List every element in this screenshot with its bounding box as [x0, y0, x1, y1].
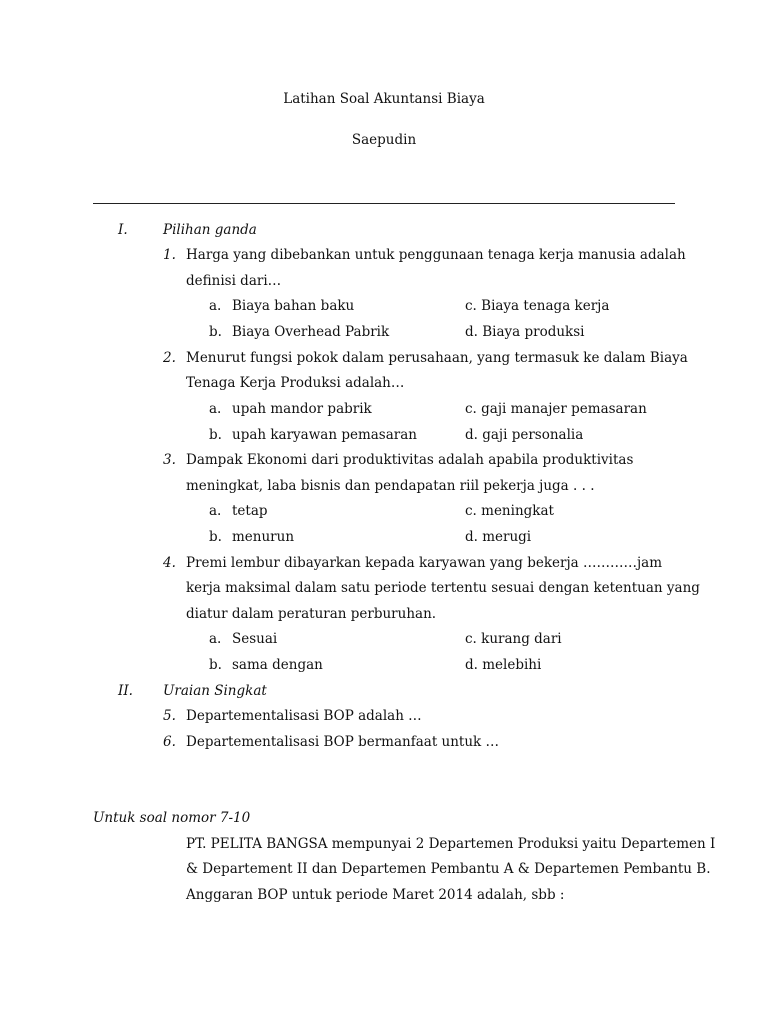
case-line-3: Anggaran BOP untuk periode Maret 2014 adalah, sbb :	[186, 887, 565, 903]
question-2-option-a: upah mandor pabrik	[232, 401, 372, 417]
question-1-number: 1.	[163, 247, 176, 263]
question-1-option-b-letter: b.	[209, 324, 222, 340]
question-4-option-c: c. kurang dari	[465, 631, 562, 647]
question-3-number: 3.	[163, 452, 176, 468]
question-2-option-b: upah karyawan pemasaran	[232, 427, 417, 443]
question-1-option-d: d. Biaya produksi	[465, 324, 585, 340]
question-5-text: Departementalisasi BOP adalah …	[186, 708, 422, 724]
horizontal-rule	[93, 203, 675, 204]
section-1-title: Pilihan ganda	[163, 222, 257, 238]
question-2-option-b-letter: b.	[209, 427, 222, 443]
question-3-option-b: menurun	[232, 529, 295, 545]
question-4-option-a-letter: a.	[209, 631, 222, 647]
question-3-option-d: d. merugi	[465, 529, 532, 545]
question-2-line-2: Tenaga Kerja Produksi adalah…	[186, 375, 405, 391]
question-1-line-2: definisi dari…	[186, 273, 282, 289]
section-1-number: I.	[118, 222, 128, 238]
question-4-line-1: Premi lembur dibayarkan kepada karyawan yang bekerja …………jam	[186, 555, 663, 571]
section-2-title: Uraian Singkat	[163, 683, 267, 699]
question-6-text: Departementalisasi BOP bermanfaat untuk …	[186, 734, 500, 750]
question-3-option-a: tetap	[232, 503, 268, 519]
question-2-option-d: d. gaji personalia	[465, 427, 584, 443]
case-line-2: & Departement II dan Departemen Pembantu A & Departemen Pembantu B.	[186, 861, 711, 877]
question-3-option-c: c. meningkat	[465, 503, 554, 519]
question-1-option-a: Biaya bahan baku	[232, 298, 355, 314]
question-2-line-1: Menurut fungsi pokok dalam perusahaan, yang termasuk ke dalam Biaya	[186, 350, 688, 366]
question-1-option-a-letter: a.	[209, 298, 222, 314]
question-3-option-b-letter: b.	[209, 529, 222, 545]
question-2-number: 2.	[163, 350, 176, 366]
section-2-number: II.	[118, 683, 133, 699]
question-2-option-c: c. gaji manajer pemasaran	[465, 401, 647, 417]
question-4-line-2: kerja maksimal dalam satu periode tertentu sesuai dengan ketentuan yang	[186, 580, 700, 596]
document-title: Latihan Soal Akuntansi Biaya	[283, 91, 485, 107]
document-author: Saepudin	[351, 132, 417, 148]
question-4-line-3: diatur dalam peraturan perburuhan.	[186, 606, 437, 622]
case-heading: Untuk soal nomor 7-10	[93, 810, 251, 826]
question-3-line-2: meningkat, laba bisnis dan pendapatan riil pekerja juga . . .	[186, 478, 595, 494]
question-3-option-a-letter: a.	[209, 503, 222, 519]
question-4-option-b: sama dengan	[232, 657, 323, 673]
question-1-option-c: c. Biaya tenaga kerja	[465, 298, 610, 314]
question-6-number: 6.	[163, 734, 176, 750]
question-4-option-a: Sesuai	[232, 631, 278, 647]
question-3-line-1: Dampak Ekonomi dari produktivitas adalah apabila produktivitas	[186, 452, 634, 468]
question-4-option-d: d. melebihi	[465, 657, 542, 673]
question-1-line-1: Harga yang dibebankan untuk penggunaan tenaga kerja manusia adalah	[186, 247, 686, 263]
question-4-number: 4.	[163, 555, 176, 571]
question-5-number: 5.	[163, 708, 176, 724]
case-line-1: PT. PELITA BANGSA mempunyai 2 Departemen Produksi yaitu Departemen I	[186, 836, 716, 852]
question-1-option-b: Biaya Overhead Pabrik	[232, 324, 390, 340]
question-2-option-a-letter: a.	[209, 401, 222, 417]
question-4-option-b-letter: b.	[209, 657, 222, 673]
